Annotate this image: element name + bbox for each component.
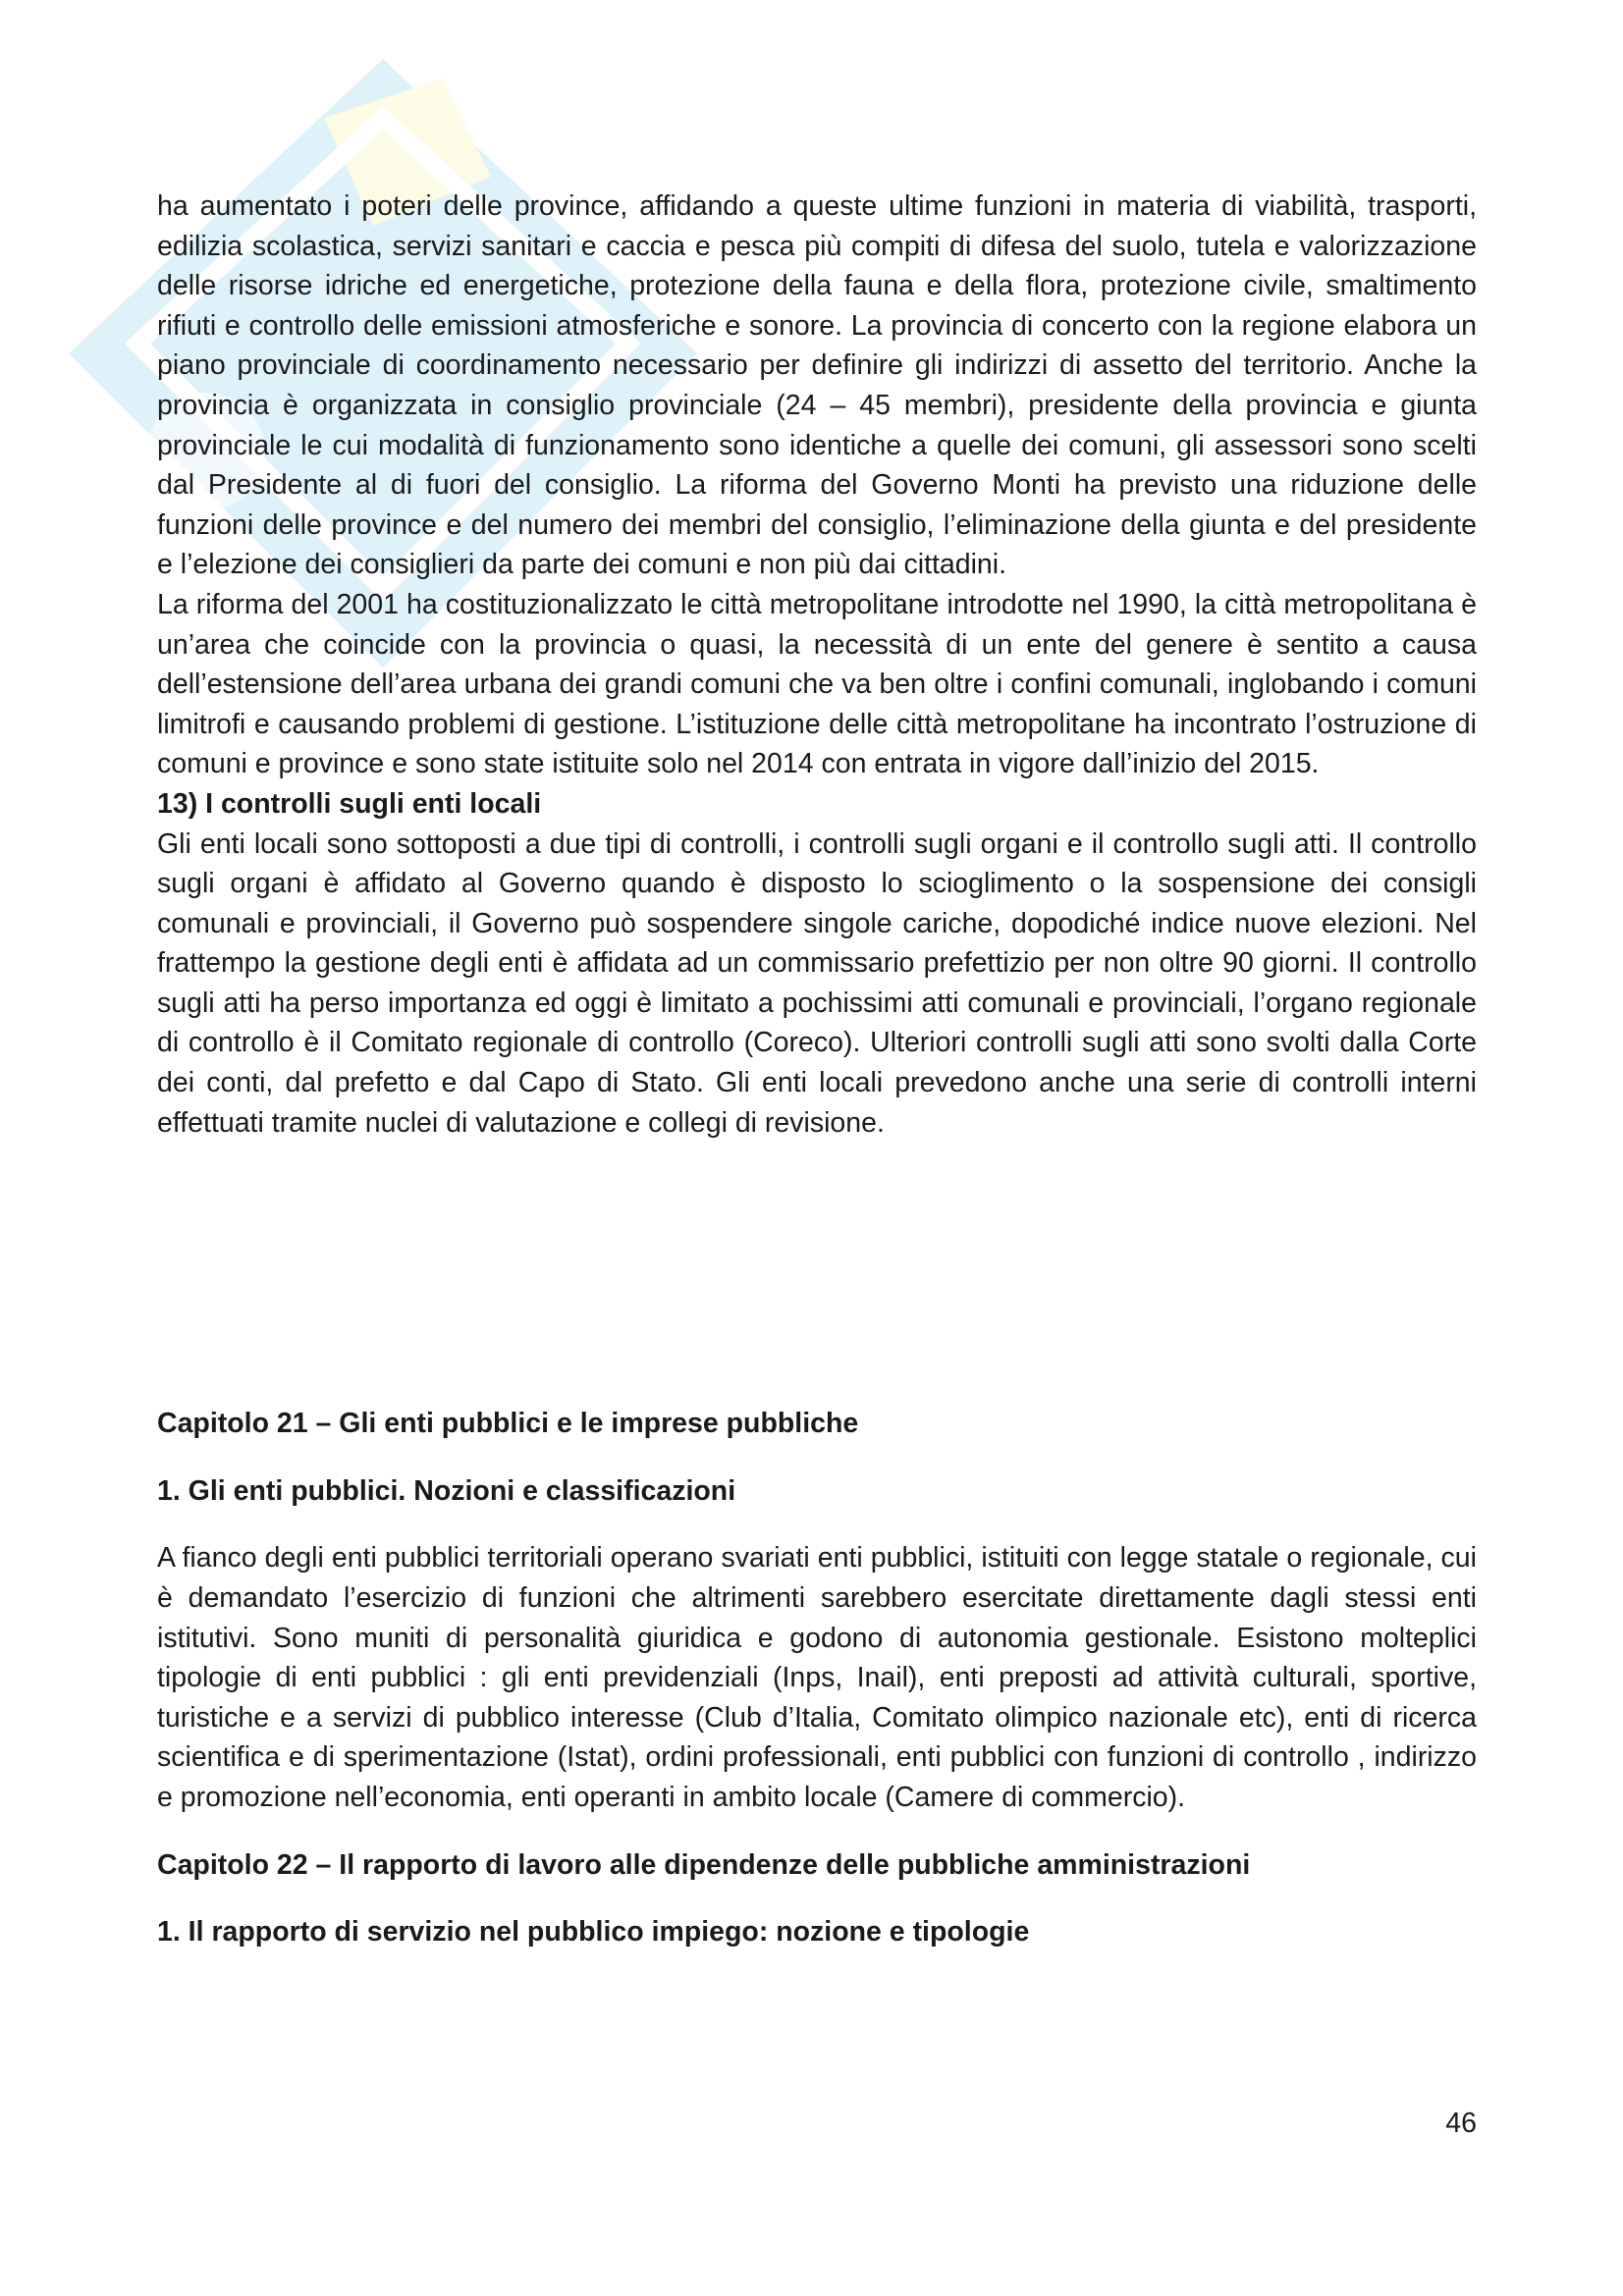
- paragraph-metropolitan-cities: La riforma del 2001 ha costituzionalizzato le città metropolitane introdotte nel 1990, la città metropolitana è un’area che coincide con la provincia o quasi, la necessità di un ente del genere è sentito a causa dell’estensione dell’area urbana dei grandi comuni che va ben oltre i confini comunali, inglobando i comuni limitrofi e causando problemi di gestione. L’istituzione delle città metropolitane ha incontrato l’ostruzione di comuni e province e sono state istituite solo nel 2014 con entrata in vigore dall’inizio del 2015.: [157, 588, 1477, 780]
- paragraph-local-controls: Gli enti locali sono sottoposti a due tipi di controlli, i controlli sugli organi e il controllo sugli atti. Il controllo sugli organi è affidato al Governo quando è disposto lo scioglimento o la sospensione dei consigli comunali e provinciali, il Governo può sospendere singole cariche, dopodiché indice nuove elezioni. Nel frattempo la gestione degli enti è affidata ad un commissario prefettizio per non oltre 90 giorni. Il controllo sugli atti ha perso importanza ed oggi è limitato a pochissimi atti comunali e provinciali, l’organo regionale di controllo è il Comitato regionale di controllo (Coreco). Ulteriori controlli sugli atti sono svolti dalla Corte dei conti, dal prefetto e dal Capo di Stato. Gli enti locali prevedono anche una serie di controlli interni effettuati tramite nuclei di valutazione e collegi di revisione.: [157, 828, 1477, 1139]
- chapter-22-title: Capitolo 22 – Il rapporto di lavoro alle dipendenze delle pubbliche amministrazioni: [157, 1848, 1251, 1881]
- chapter-21-section-1-title: 1. Gli enti pubblici. Nozioni e classificazioni: [157, 1474, 736, 1507]
- blank-space: [157, 1143, 1477, 1404]
- chapter-22-section-1-title: 1. Il rapporto di servizio nel pubblico impiego: nozione e tipologie: [157, 1916, 1030, 1949]
- paragraph-public-entities: A fianco degli enti pubblici territoriali operano svariati enti pubblici, istituiti con legge statale o regionale, cui è demandato l’esercizio di funzioni che altrimenti sarebbero esercitate direttamente dagli stessi enti istitutivi. Sono muniti di personalità giuridica e godono di autonomia gestionale. Esistono molteplici tipologie di enti pubblici : gli enti previdenziali (Inps, Inail), enti preposti ad attività culturali, sportive, turistiche e a servizi di pubblico interesse (Club d’Italia, Comitato olimpico nazionale etc), enti di ricerca scientifica e di sperimentazione (Istat), ordini professionali, enti pubblici con funzioni di controllo , indirizzo e promozione nell’economia, enti operanti in ambito locale (Camere di commercio).: [157, 1542, 1477, 1813]
- page-number: 46: [1445, 2108, 1477, 2139]
- paragraph-province-functions: ha aumentato i poteri delle province, affidando a queste ultime funzioni in materia di viabilità, trasporti, edilizia scolastica, servizi sanitari e caccia e pesca più compiti di difesa del suolo, tutela e valorizzazione delle risorse idriche ed energetiche, protezione della fauna e della flora, protezione civile, smaltimento rifiuti e controllo delle emissioni atmosferiche e sonore. La provincia di concerto con la regione elabora un piano provinciale di coordinamento necessario per definire gli indirizzi di assetto del territorio. Anche la provincia è organizzata in consiglio provinciale (24 – 45 membri), presidente della provincia e giunta provinciale le cui modalità di funzionamento sono identiche a quelle dei comuni, gli assessori sono scelti dal Presidente al di fuori del consiglio. La riforma del Governo Monti ha previsto una riduzione delle funzioni delle province e del numero dei membri del consiglio, l’eliminazione della giunta e del presidente e l’elezione dei consiglieri da parte dei comuni e non più dai cittadini.: [157, 190, 1477, 581]
- chapter-21-title: Capitolo 21 – Gli enti pubblici e le imprese pubbliche: [157, 1408, 859, 1440]
- section-heading-controls: 13) I controlli sugli enti locali: [157, 787, 542, 820]
- document-body: [157, 187, 1477, 1952]
